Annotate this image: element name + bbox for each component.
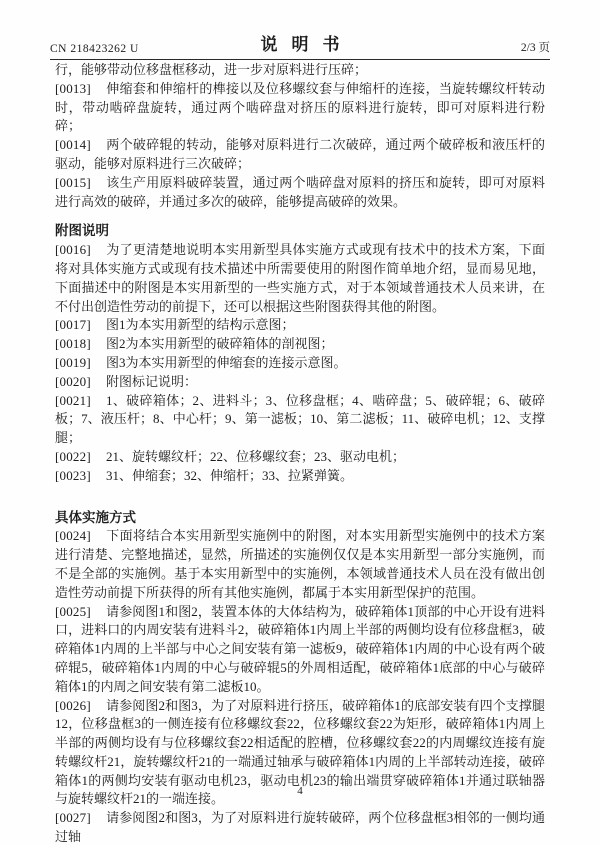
paragraph-tag: [0022] xyxy=(55,448,91,464)
paragraph-tag: [0025] xyxy=(55,603,91,619)
paragraph-text: 附图标记说明： xyxy=(106,373,198,389)
paragraph-text: 21、旋转螺纹杆；22、位移螺纹套；23、驱动电机； xyxy=(106,448,406,464)
paragraph-0025 xyxy=(55,603,545,697)
paragraph-tag: [0016] xyxy=(55,242,91,258)
paragraph-tag: [0019] xyxy=(55,354,91,370)
page-header xyxy=(50,30,550,60)
paragraph-text: 图2为本实用新型的破碎箱体的剖视图； xyxy=(106,336,334,352)
paragraph-text: 图1为本实用新型的结构示意图； xyxy=(106,317,295,333)
paragraph-text: 31、伸缩套；32、伸缩杆；33、拉紧弹簧。 xyxy=(106,467,354,483)
page-number: 4 xyxy=(297,785,303,797)
paragraph-0016 xyxy=(55,241,545,316)
paragraph-text: 请参阅图1和图2，装置本体的大体结构为，破碎箱体1顶部的中心开设有进料口，进料口的内周安装有进料斗2，破碎箱体1内周上半部的两侧均设有位移盘框3，破碎箱体1内周的上半部与中心之间安装有第一滤板9，破碎箱体1内周的中心设有两个破碎辊5，破碎箱体1内周的中心与破碎辊5的外周相适配，破碎箱体1底部的中心与破碎箱体1的内周之间安装有第二滤板10。 xyxy=(55,603,545,694)
paragraph-continuation xyxy=(55,61,545,80)
paragraph-tag: [0020] xyxy=(55,373,91,389)
document-title: 说明书 xyxy=(260,35,354,54)
paragraph-0015 xyxy=(55,174,545,212)
document-body xyxy=(55,61,545,846)
paragraph-text: 行，能够带动位移盘框移动，进一步对原料进行压碎； xyxy=(55,62,368,77)
paragraph-tag: [0023] xyxy=(55,467,91,483)
paragraph-text: 1、破碎箱体；2、进料斗；3、位移盘框；4、啮碎盘；5、破碎辊；6、破碎板；7、液压杆；8、中心杆；9、第一滤板；10、第二滤板；11、破碎电机；12、支撑腿； xyxy=(55,392,545,446)
paragraph-text: 请参阅图2和图3，为了对原料进行旋转破碎，两个位移盘框3相邻的一侧均通过轴 xyxy=(55,810,545,845)
paragraph-0020 xyxy=(55,373,545,392)
paragraph-text: 为了更清楚地说明本实用新型具体实施方式或现有技术中的技术方案，下面将对具体实施方式或现有技术描述中所需要使用的附图作简单地介绍，显而易见地，下面描述中的附图是本实用新型的一些实施方式，对于本领域普通技术人员来讲，在不付出创造性劳动的前提下，还可以根据这些附图获得其他的附图。 xyxy=(55,242,545,314)
paragraph-tag: [0027] xyxy=(55,810,91,826)
paragraph-text: 请参阅图2和图3，为了对原料进行挤压，破碎箱体1的底部安装有四个支撑腿12，位移盘框3的一侧连接有位移螺纹套22，位移螺纹套22为矩形，破碎箱体1内周上半部的两侧均设有与位移螺纹套22相适配的腔槽，位移螺纹套22的内周螺纹连接有旋转螺纹杆21，旋转螺纹杆21的一端通过轴承与破碎箱体1内周的上半部转动连接，破碎箱体1的两侧均安装有驱动电机23，驱动电机23的输出端贯穿破碎箱体1并通过联轴器与旋转螺纹杆21的一端连接。 xyxy=(55,697,545,807)
paragraph-text: 该生产用原料破碎装置，通过两个啮碎盘对原料的挤压和旋转，即可对原料进行高效的破碎，并通过多次的破碎，能够提高破碎的效果。 xyxy=(55,174,545,209)
paragraph-tag: [0021] xyxy=(55,392,91,408)
paragraph-tag: [0026] xyxy=(55,697,91,713)
paragraph-tag: [0015] xyxy=(55,174,91,190)
paragraph-0014 xyxy=(55,136,545,174)
paragraph-tag: [0024] xyxy=(55,528,91,544)
section-heading-figure-description: 附图说明 xyxy=(55,223,109,239)
paragraph-text: 两个破碎辊的转动，能够对原料进行二次破碎，通过两个破碎板和液压杆的驱动，能够对原料进行三次破碎； xyxy=(55,137,545,171)
paragraph-tag: [0014] xyxy=(55,137,91,153)
paragraph-text: 图3为本实用新型的伸缩套的连接示意图。 xyxy=(106,354,347,370)
paragraph-0021 xyxy=(55,392,545,448)
paragraph-0017 xyxy=(55,316,545,335)
paragraph-0013 xyxy=(55,80,545,136)
paragraph-0024 xyxy=(55,527,545,602)
paragraph-0027 xyxy=(55,809,545,846)
paragraph-tag: [0018] xyxy=(55,336,91,352)
paragraph-0019 xyxy=(55,354,545,373)
paragraph-0022 xyxy=(55,448,545,467)
paragraph-text: 伸缩套和伸缩杆的榫接以及位移螺纹套与伸缩杆的连接，当旋转螺纹杆转动时，带动啮碎盘旋转，通过两个啮碎盘对挤压的原料进行旋转，即可对原料进行粉碎； xyxy=(55,80,545,134)
paragraph-tag: [0017] xyxy=(55,317,91,333)
paragraph-text: 下面将结合本实用新型实施例中的附图，对本实用新型实施例中的技术方案进行清楚、完整地描述，显然，所描述的实施例仅仅是本实用新型一部分实施例，而不是全部的实施例。基于本实用新型中的实施例，本领域普通技术人员在没有做出创造性劳动前提下所获得的所有其他实施例，都属于本实用新型保护的范围。 xyxy=(55,528,545,600)
section-heading-detailed-description: 具体实施方式 xyxy=(55,509,136,525)
paragraph-0023 xyxy=(55,467,545,486)
paragraph-tag: [0013] xyxy=(55,80,91,96)
page-indicator: 2/3 页 xyxy=(520,42,550,54)
document-number: CN 218423262 U xyxy=(50,43,139,55)
paragraph-0018 xyxy=(55,335,545,354)
